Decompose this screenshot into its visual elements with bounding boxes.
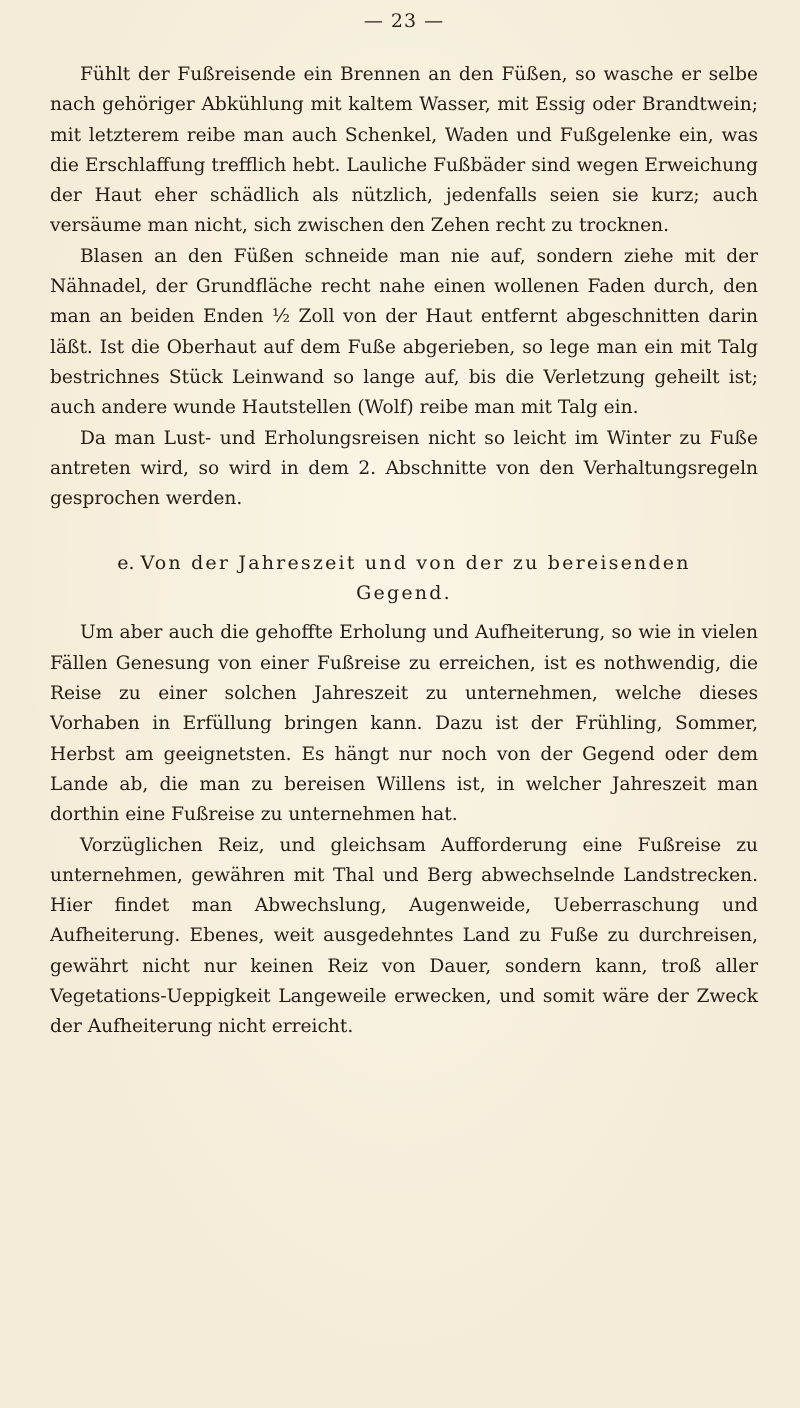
page-number: — 23 — [363, 10, 445, 32]
section-label: e. [117, 552, 135, 575]
section-title: Von der Jahreszeit und von der zu bereisenden Gegend. [140, 552, 691, 605]
paragraph-landscape: Vorzüglichen Reiz, und gleichsam Aufforderung eine Fußreise zu unternehmen, gewähren mit Thal und Berg abwechselnde Landstrecken. Hier findet man Abwechslung, Augenweide, Ueberraschung und Aufheiterung. Ebenes, weit ausgedehntes Land zu Fuße zu durchreisen, gewährt nicht nur keinen Reiz von Dauer, sondern kann, troß aller Vegetations-Ueppigkeit Langeweile erwecken, und somit wäre der Zweck der Aufheiterung nicht erreicht. [50, 834, 758, 1038]
section-gap [50, 514, 758, 548]
paragraph-blisters: Blasen an den Füßen schneide man nie auf, sondern ziehe mit der Nähnadel, der Grundfläche recht nahe einen wollenen Faden durch, den man an beiden Enden ½ Zoll von der Haut entfernt abgeschnitten darin läßt. Ist die Oberhaut auf dem Fuße abgerieben, so lege man ein mit Talg bestrichnes Stück Leinwand so lange auf, bis die Verletzung geheilt ist; auch andere wunde Hautstellen (Wolf) reibe man mit Talg ein. [50, 245, 758, 419]
section-heading [50, 548, 758, 608]
paragraph-burning-feet: Fühlt der Fußreisende ein Brennen an den Füßen, so wasche er selbe nach gehöriger Abkühlung mit kaltem Wasser, mit Essig oder Brandtwein; mit letzterem reibe man auch Schenkel, Waden und Fußgelenke ein, was die Erschlaffung trefflich hebt. Lauliche Fußbäder sind wegen Erweichung der Haut eher schädlich als nützlich, jedenfalls seien sie kurz; auch versäume man nicht, sich zwischen den Zehen recht zu trocknen. [50, 64, 758, 237]
paragraph-winter-travel: Da man Lust- und Erholungsreisen nicht so leicht im Winter zu Fuße antreten wird, so wird in dem 2. Abschnitte von den Verhaltungsregeln gesprochen werden. [50, 427, 758, 510]
paragraph-season-choice: Um aber auch die gehoffte Erholung und Aufheiterung, so wie in vielen Fällen Genesung von einer Fußreise zu erreichen, ist es nothwendig, die Reise zu einer solchen Jahreszeit zu unternehmen, welche dieses Vorhaben in Erfüllung bringen kann. Dazu ist der Frühling, Sommer, Herbst am geeignetsten. Es hängt nur noch von der Gegend oder dem Lande ab, die man zu bereisen Willens ist, in welcher Jahreszeit man dorthin eine Fußreise zu unternehmen hat. [50, 622, 758, 826]
